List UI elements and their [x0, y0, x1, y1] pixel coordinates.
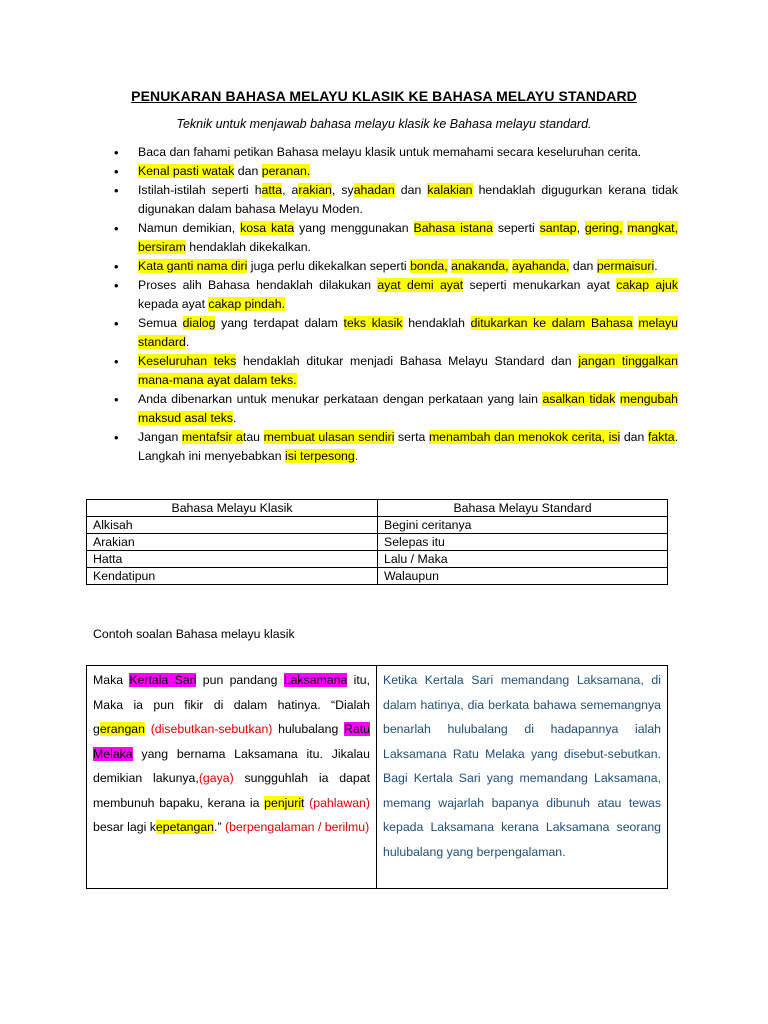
text-segment: seperti [492, 221, 540, 235]
text-segment: yang bernama Laksamana itu. Jikalau demikian lakunya, [93, 746, 370, 785]
standard-term: Begini ceritanya [378, 517, 668, 534]
text-segment: . Langkah ini menyebabkan [138, 430, 679, 463]
classic-term: Arakian [87, 534, 378, 551]
page-title: PENUKARAN BAHASA MELAYU KLASIK KE BAHASA MELAYU STANDARD [131, 88, 637, 104]
text-segment: Baca dan fahami petikan Bahasa melayu klasik untuk memahami secara keseluruhan cerita. [138, 145, 642, 159]
glossary-row [87, 517, 668, 534]
text-segment: hendaklah ditukar menjadi Bahasa Melayu Standard dan [236, 354, 579, 368]
text-segment: yang menggunakan [294, 221, 414, 235]
text-segment: hendaklah [402, 316, 471, 330]
annotation-text: (pahlawan) [309, 795, 370, 810]
text-segment: . [233, 411, 237, 425]
highlighted-text: bonda, [410, 259, 448, 273]
text-segment: sungguhlah ia dapat membunuh bapaku, kerana ia [93, 771, 370, 810]
text-segment: hulubalang [272, 722, 345, 736]
highlighted-text: membuat ulasan sendiri [263, 430, 395, 444]
text-segment: hendaklah dikekalkan. [185, 240, 311, 254]
magenta-highlighted-text: Laksamana [283, 673, 348, 687]
text-segment: serta [394, 430, 429, 444]
text-segment: Semua [138, 316, 183, 330]
standard-term: Selepas itu [378, 534, 668, 551]
classic-term: Kendatipun [87, 568, 378, 585]
highlighted-text: kalakian [427, 183, 473, 197]
glossary-row [87, 568, 668, 585]
highlighted-text: ayat demi ayat [377, 278, 464, 292]
text-segment: Istilah-istilah seperti h [138, 183, 262, 197]
highlighted-text: penjurit [264, 795, 305, 810]
highlighted-text: mangkat, bersiram [138, 221, 679, 254]
technique-item [88, 390, 678, 428]
technique-item [88, 428, 678, 466]
text-segment: pun pandang [196, 673, 284, 687]
highlighted-text: asalkan tidak [542, 392, 616, 406]
text-segment: .” [214, 820, 225, 834]
highlighted-text: cakap pindah. [208, 297, 285, 311]
highlighted-text: Keseluruhan teks [138, 354, 237, 368]
highlighted-text: ayahanda, [512, 259, 570, 273]
highlighted-text: santap [539, 221, 577, 235]
highlighted-text: rakian [298, 183, 332, 197]
text-segment: , [576, 221, 585, 235]
text-segment: Jangan [138, 430, 182, 444]
text-segment: tau [242, 430, 264, 444]
highlighted-text: menambah dan menokok cerita, isi [428, 430, 621, 444]
highlighted-text: fakta [647, 430, 675, 444]
highlighted-text: ahadan [353, 183, 395, 197]
classic-term: Hatta [87, 551, 378, 568]
highlighted-text: gering, [584, 221, 623, 235]
highlighted-text: epetangan [155, 820, 215, 834]
highlighted-text: Kenal pasti watak [138, 164, 235, 178]
highlighted-text: isi terpesong [285, 449, 355, 463]
standard-term: Walaupun [378, 568, 668, 585]
highlighted-text: kosa kata [240, 221, 295, 235]
technique-item [88, 143, 678, 162]
highlighted-text: cakap ajuk [616, 278, 678, 292]
glossary-row [87, 534, 668, 551]
glossary-row [87, 551, 668, 568]
text-segment: Maka [93, 673, 130, 687]
text-segment: Anda dibenarkan untuk menukar perkataan dengan perkataan yang lain [138, 392, 543, 406]
text-segment: hendaklah digugurkan kerana tidak digunakan dalam bahasa Melayu Moden. [138, 183, 678, 216]
technique-item [88, 276, 678, 314]
classic-text-column [87, 666, 377, 888]
highlighted-text: jangan tinggalkan [578, 354, 678, 368]
highlighted-text: atta [261, 183, 283, 197]
text-segment: Namun demikian, [138, 221, 241, 235]
highlighted-text: peranan. [261, 164, 311, 178]
text-segment: dan [569, 259, 597, 273]
highlighted-text: mengubah maksud asal teks [138, 392, 678, 425]
page-subtitle: Teknik untuk menjawab bahasa melayu klasik ke Bahasa melayu standard. [176, 117, 592, 131]
technique-list [88, 143, 678, 466]
technique-item [88, 219, 678, 257]
technique-item [88, 162, 678, 181]
highlighted-text: melayu standard [138, 316, 679, 349]
annotation-text: (disebutkan-sebutkan) [150, 722, 273, 736]
text-segment: juga perlu dikekalkan seperti [247, 259, 411, 273]
technique-item [88, 352, 678, 390]
text-segment: dan [620, 430, 648, 444]
text-segment: itu, Maka ia pun fikir di dalam hatinya. “Dialah g [93, 673, 371, 736]
highlighted-text: erangan [99, 722, 145, 736]
technique-item [88, 257, 678, 276]
highlighted-text: permaisuri [596, 259, 655, 273]
highlighted-text: mana-mana ayat dalam teks. [138, 373, 297, 387]
highlighted-text: teks klasik [343, 316, 403, 330]
highlighted-text: anakanda, [451, 259, 509, 273]
example-comparison-box [86, 665, 668, 889]
glossary-header-classic: Bahasa Melayu Klasik [87, 500, 378, 517]
annotation-text: (berpengalaman / berilmu) [224, 820, 370, 834]
text-segment: . [185, 335, 190, 349]
annotation-text: (gaya) [198, 771, 234, 785]
standard-term: Lalu / Maka [378, 551, 668, 568]
highlighted-text: Bahasa istana [413, 221, 493, 235]
text-segment: dan [234, 164, 262, 178]
text-segment: Proses alih Bahasa hendaklah dilakukan [138, 278, 378, 292]
highlighted-text: dialog [182, 316, 216, 330]
highlighted-text: Kata ganti nama diri [138, 259, 248, 273]
example-heading: Contoh soalan Bahasa melayu klasik [93, 627, 295, 641]
text-segment: . [654, 259, 658, 273]
standard-text-column: Ketika Kertala Sari memandang Laksamana, di dalam hatinya, dia berkata bahawa sememangnya benarlah hulubalang di hadapannya ialah Laksamana Ratu Melaka yang disebut-sebutkan. Bagi Kertala Sari yang memandang Laksamana, memang wajarlah bapanya dibunuh atau tewas kepada Laksamana kerana Laksamana seorang hulubalang yang berpengalaman. [383, 673, 661, 859]
text-segment: , a [282, 183, 299, 197]
magenta-highlighted-text: Ratu Melaka [93, 722, 370, 761]
highlighted-text: ditukarkan ke dalam Bahasa [470, 316, 633, 330]
technique-item [88, 314, 678, 352]
glossary-header-row [87, 500, 668, 517]
glossary-header-standard: Bahasa Melayu Standard [378, 500, 668, 517]
classic-term: Alkisah [87, 517, 378, 534]
text-segment: besar lagi k [93, 820, 156, 834]
text-segment: , sy [331, 183, 354, 197]
text-segment: dan [394, 183, 428, 197]
glossary-table [86, 499, 668, 585]
text-segment: kepada ayat [138, 297, 209, 311]
highlighted-text: mentafsir a [181, 430, 243, 444]
magenta-highlighted-text: Kertala Sari [129, 673, 197, 687]
technique-item [88, 181, 678, 219]
text-segment: yang terdapat dalam [215, 316, 344, 330]
text-segment: . [354, 449, 359, 463]
text-segment: seperti menukarkan ayat [463, 278, 617, 292]
